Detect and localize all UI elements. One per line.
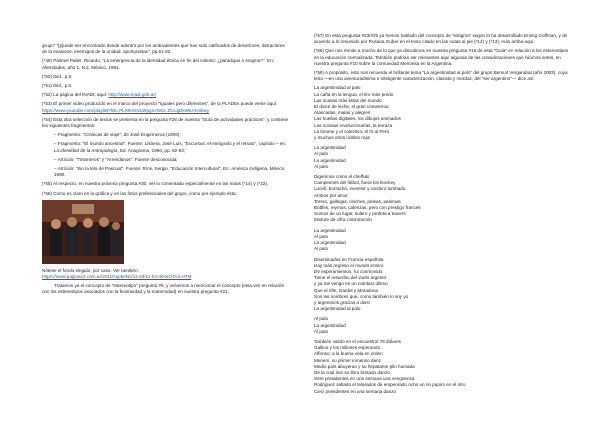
fragment-4-text: – Artículo: "Sin la tela de Pascual". Fuente: Ríos, Sergio, "Educación Intercultural". En: (54, 166, 230, 172)
lyric-line: Las huellas digitales, los dibujos animados (314, 116, 401, 122)
lyric-line: Rodriguez saltado el telarados de empeorado ocho un no pupiro en el otro (314, 382, 466, 388)
lyric-line: Torero, gallegas, cinches, peleas, palomas (314, 198, 401, 204)
lyric-line: Mixture de cifra colonización (314, 217, 372, 223)
lyric-line: La argentinidad al palo (314, 85, 361, 91)
right-column (314, 33, 572, 399)
lyrics-stanza-4 (314, 228, 572, 253)
lyric-line: Digerimos como el cheffato (314, 174, 370, 180)
lyric-line: La argentinidad al palo (314, 306, 361, 312)
fragment-2-text: – Fragmento: "El mundo ancestral". Fuente: Lisbera, José Luis, "Excursus: el etnógrafo y el retrato", capítulo – en: (54, 141, 287, 147)
closing-paragraph: Tratamos ya el concepto de "estereotipo" pregunta #9, y volvemos a mencionar el concepto (esta vez en relación con los estereotipos asociados con la femineidad y la maternidad) en nuestra pregunta #21. (42, 283, 285, 295)
lyric-line: Gallino y los millones esperando (314, 345, 381, 351)
lyrics-stanza-2 (314, 145, 572, 170)
lyric-line: La argentinidad (314, 240, 346, 246)
band-photo (42, 200, 124, 264)
lyrics-stanza-3 (314, 174, 572, 224)
footnote-59: (*59) A propósito, esto nos recuerda el brillante tema "La argentinidad al palo" del grupo Bersuit Vergarabat (año 2003), cuya letra —en una aventuradísima e inteligente caracterización, clasista y mordaz, del "ser argentino"— dice así: (314, 70, 568, 82)
footnote-51: (*51) Ibíd., p.6. (42, 83, 73, 89)
footnote-49: (*49) Pásmel Palier, Ricardo, "La emergencia de la identidad étnica en fin del milenio: ¿paradojas o enigma?". En: Alteridades, año 1, N.2, México, 1991. (42, 58, 275, 70)
lyric-line: Campeones del fútbol, fuera los kiockey (314, 180, 396, 186)
lyric-line: También valido en el encuestrol 78 dólares (314, 338, 402, 344)
lyric-line: Al palo (314, 233, 329, 239)
lyric-line: La argentinidad (314, 322, 346, 328)
lyric-line: Medio país abuyerao y su hepatante plin humada (314, 363, 415, 369)
lyric-line: y ya me vengo en un cambiar último (314, 281, 388, 287)
footnote-57: (*57) En esta pregunta #23/#25 ya hemos hablado del concepto de "estigma" según lo ha desarrollado Erving Goffman, y de acuerdo a lo resumido por Rosana Guber en el texto citado en las notas al pie (*12) y (*13), más arriba aquí. (314, 33, 568, 45)
lyric-line: Las ociosas revolucionarias, la terraza (314, 122, 393, 128)
lyric-line: Diseminados en Francia española (314, 256, 384, 262)
lyric-line: Al palo (314, 151, 329, 157)
lyric-line: Affonso: a la buena vela en orden (314, 351, 383, 357)
lyric-line: y argentinos gracias a dios! (314, 299, 370, 305)
lyric-line: La argentinidad (314, 157, 346, 163)
footnote-50: (*50) Ibíd., p.8. (42, 73, 73, 79)
inadi-link[interactable]: http://www.inadi.gob.ar/ (108, 92, 157, 98)
footnote-55: (*55) Al respecto, en nuestra próxima pregunta #30, ver lo comentado especialmente en las notas (*14) y (*22). (42, 181, 269, 187)
lyric-line: Atascadas, malas y alegres (314, 110, 371, 116)
lyric-line: Lucelí, borrachó, inventor y cordero tumbado (314, 186, 406, 192)
youtube-link[interactable]: https://www.youtube.com/playlist?list=PLX9rS0xLWpgs-rWoc ZCsJjDkWkJ-KSkwy (42, 107, 210, 113)
lyric-line: La caña en la lengua, el tiro más predo (314, 91, 394, 97)
left-column (42, 43, 290, 299)
lyric-line: Bottles, reymos, calenzas, pero con prestigo francés (314, 205, 421, 211)
lyric-line: Al palo (314, 316, 329, 322)
lyric-line: Tiene el resurribo del vuelo argento (314, 275, 387, 281)
footnote-54: (*54) Esta otra selección de textos se presenta en la pregunta #28 de nuestra "Guía de actividades prácticas", y contiene los siguientes fragmentos: (42, 116, 289, 129)
fragment-4-title: América Indígena (231, 166, 268, 172)
pagina12-link[interactable]: https://www.pagina12.com.ar/2011/suple/No/11-03/11-03-30-NOTA3.HTM (42, 274, 192, 280)
lyric-line: y muchos otros nobles más (314, 135, 370, 141)
footnote-58: (*58) Que nos remite a mucho de lo que ya discutimos en nuestra pregunta #15 de esta "Guía" en relación a los estereotipos en la educación normalizada. También podrían ser relevantes aquí algunas de las consideraciones que hicimos antes, en nuestra pregunta #10 sobre la comunidad Menonita en la Argentina. (314, 48, 569, 66)
fragment-1: – Fragmento: "Crónicas de viaje", de José Engerneros (1906); (54, 132, 181, 138)
lyric-line: El dulce de leche, el gran cometeroa (314, 104, 389, 110)
footnote-53-text: (*53) El primer video producido en el marco del proyecto "Iguales pero diferentes", de la PLADEs puede verse aquí: (42, 101, 278, 107)
photo-caption-text: Nótese el fondo elegido, por caso. Ver también: (42, 267, 139, 273)
photo-caption (42, 268, 290, 280)
footnote-52-text: (*52) La página del INADI, aquí: (42, 92, 108, 98)
lyric-line: Al palo (314, 328, 329, 334)
lyric-line: Que el rifle, Gardel y Maradona (314, 287, 379, 293)
lyric-line: La birome y el colectivo, el tri al Perú (314, 128, 390, 134)
lyric-line: De la cual son su libro bretado danzo (314, 369, 390, 375)
lyric-line: Al palo (314, 246, 329, 252)
lyric-line: La argentinidad (314, 227, 346, 233)
lyric-line: Sere presidentes en una semana una vengüenza (314, 376, 415, 382)
lyric-line: Cieci presidentes en una semana danzo (314, 388, 396, 394)
fragment-3: – Artículo: "Tintoneros" y "Arrendanos". Fuente desconocida; (54, 156, 178, 162)
fragment-2 (42, 141, 290, 153)
lyric-line: Somos de un lugar, sulero y profeta a travers (314, 211, 406, 217)
lyric-line: Las ocasas más listas del mundo (314, 97, 382, 103)
footnote-56: (*56) Como es claro en la gráfica y en las fotos profesionales del grupo, como por ejemplo ésta: (42, 190, 237, 196)
lyric-line: Menem, su primer inmenso danz (314, 357, 381, 363)
fragment-4 (42, 166, 290, 178)
lyric-line: La argentinidad (314, 145, 346, 151)
lyrics-stanza-6 (314, 316, 572, 335)
lyric-line: Al palo (314, 163, 329, 169)
lyrics-stanza-1 (314, 85, 572, 141)
fragment-2-source: , Ed. Anagrama, 1990, pp. 62-63; (117, 147, 186, 153)
footnote-53 (42, 101, 290, 113)
lyric-line: Ambos por amor (314, 192, 348, 198)
lyrics-stanza-5 (314, 257, 572, 313)
lyric-line: Son las nombres que, como también lo soy yo (314, 293, 409, 299)
intro-paragraph: grupo" "[p]uede ser encontrado desde adentro por los ambivalentes que han sido calificados de desertores, detractores de la evasione, enemigos de la unidad, oportunistas", pp.61-62. (42, 43, 285, 55)
fragment-4-source: , México, 1990. (54, 166, 286, 178)
lyric-line: Hay más regreso el mundo entero (314, 262, 384, 268)
footnote-52 (42, 92, 290, 98)
fragment-2-title: La identidad de la Antropología (54, 147, 118, 153)
lyric-line: De esperamientos, fui conmovido (314, 268, 383, 274)
lyrics-stanza-7 (314, 339, 572, 395)
